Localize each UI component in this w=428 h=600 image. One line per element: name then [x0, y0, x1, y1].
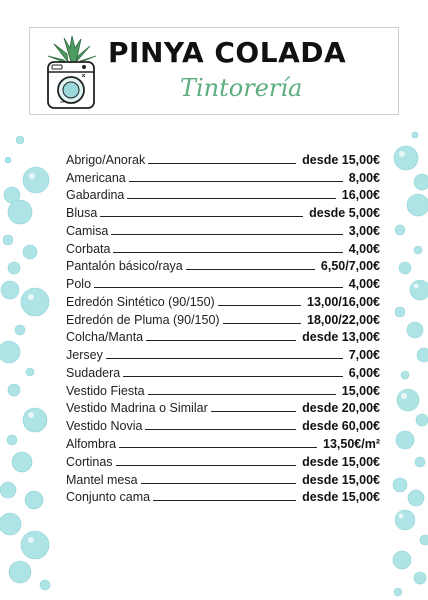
item-price: desde 15,00€: [302, 454, 380, 469]
leader-line: [223, 323, 301, 324]
item-name: Alfombra: [66, 437, 117, 452]
price-row: [66, 362, 380, 380]
price-row: [66, 256, 380, 274]
price-row: [66, 327, 380, 345]
leader-line: [100, 216, 303, 217]
leader-line: [186, 269, 315, 270]
leader-line: [148, 163, 296, 164]
price-row: [66, 309, 380, 327]
leader-line: [123, 376, 343, 377]
item-price: desde 13,00€: [302, 330, 380, 345]
item-name: Blusa: [66, 206, 98, 221]
price-row: [66, 273, 380, 291]
leader-line: [106, 358, 343, 359]
item-price: 18,00/22,00€: [307, 312, 380, 327]
item-name: Pantalón básico/raya: [66, 259, 183, 274]
item-name: Jersey: [66, 348, 103, 363]
leader-line: [127, 198, 335, 199]
item-name: Vestido Novia: [66, 419, 143, 434]
item-price: 15,00€: [341, 383, 380, 398]
item-name: Cortinas: [66, 454, 113, 469]
pineapple-washing-machine-icon: [42, 34, 100, 112]
price-row: [66, 344, 380, 362]
item-name: Conjunto cama: [66, 490, 151, 505]
item-price: 4,00€: [348, 277, 380, 292]
leader-line: [111, 234, 342, 235]
item-name: Americana: [66, 170, 126, 185]
item-name: Vestido Fiesta: [66, 383, 145, 398]
item-price: 4,00€: [348, 241, 380, 256]
item-price: desde 20,00€: [302, 401, 380, 416]
leader-line: [141, 483, 297, 484]
leader-line: [113, 252, 342, 253]
leader-line: [153, 500, 296, 501]
price-row: [66, 167, 380, 185]
item-price: 3,00€: [348, 223, 380, 238]
item-price: desde 5,00€: [309, 206, 380, 221]
item-price: desde 15,00€: [302, 490, 380, 505]
item-name: Abrigo/Anorak: [66, 152, 146, 167]
leader-line: [148, 394, 336, 395]
item-name: Edredón de Pluma (90/150): [66, 312, 220, 327]
price-row: [66, 415, 380, 433]
price-row: [66, 202, 380, 220]
price-row: [66, 433, 380, 451]
leader-line: [116, 465, 297, 466]
item-price: desde 15,00€: [302, 152, 380, 167]
item-price: desde 60,00€: [302, 419, 380, 434]
header-box: [29, 27, 399, 115]
price-row: [66, 149, 380, 167]
leader-line: [119, 447, 317, 448]
item-price: 8,00€: [348, 170, 380, 185]
price-row: [66, 238, 380, 256]
item-name: Mantel mesa: [66, 472, 138, 487]
price-row: [66, 291, 380, 309]
item-price: 16,00€: [341, 188, 380, 203]
leader-line: [146, 340, 296, 341]
price-row: [66, 451, 380, 469]
leader-line: [218, 305, 301, 306]
brand-subtitle: Tintorería: [180, 74, 303, 102]
price-list: [66, 149, 380, 504]
item-name: Polo: [66, 277, 92, 292]
item-price: 6,00€: [348, 365, 380, 380]
price-row: [66, 185, 380, 203]
item-price: 7,00€: [348, 348, 380, 363]
leader-line: [129, 181, 343, 182]
item-name: Colcha/Manta: [66, 330, 144, 345]
item-name: Vestido Madrina o Similar: [66, 401, 208, 416]
leader-line: [94, 287, 343, 288]
item-name: Camisa: [66, 223, 109, 238]
leader-line: [211, 411, 296, 412]
item-price: desde 15,00€: [302, 472, 380, 487]
price-row: [66, 380, 380, 398]
item-name: Gabardina: [66, 188, 125, 203]
item-price: 13,00/16,00€: [307, 294, 380, 309]
item-price: 13,50€/m²: [323, 437, 380, 452]
price-row: [66, 398, 380, 416]
brand-name: PINYA COLADA: [108, 36, 347, 69]
item-name: Sudadera: [66, 365, 121, 380]
item-name: Edredón Sintético (90/150): [66, 294, 215, 309]
item-price: 6,50/7,00€: [320, 259, 380, 274]
price-row: [66, 469, 380, 487]
price-row: [66, 487, 380, 505]
price-row: [66, 220, 380, 238]
item-name: Corbata: [66, 241, 111, 256]
leader-line: [145, 429, 296, 430]
